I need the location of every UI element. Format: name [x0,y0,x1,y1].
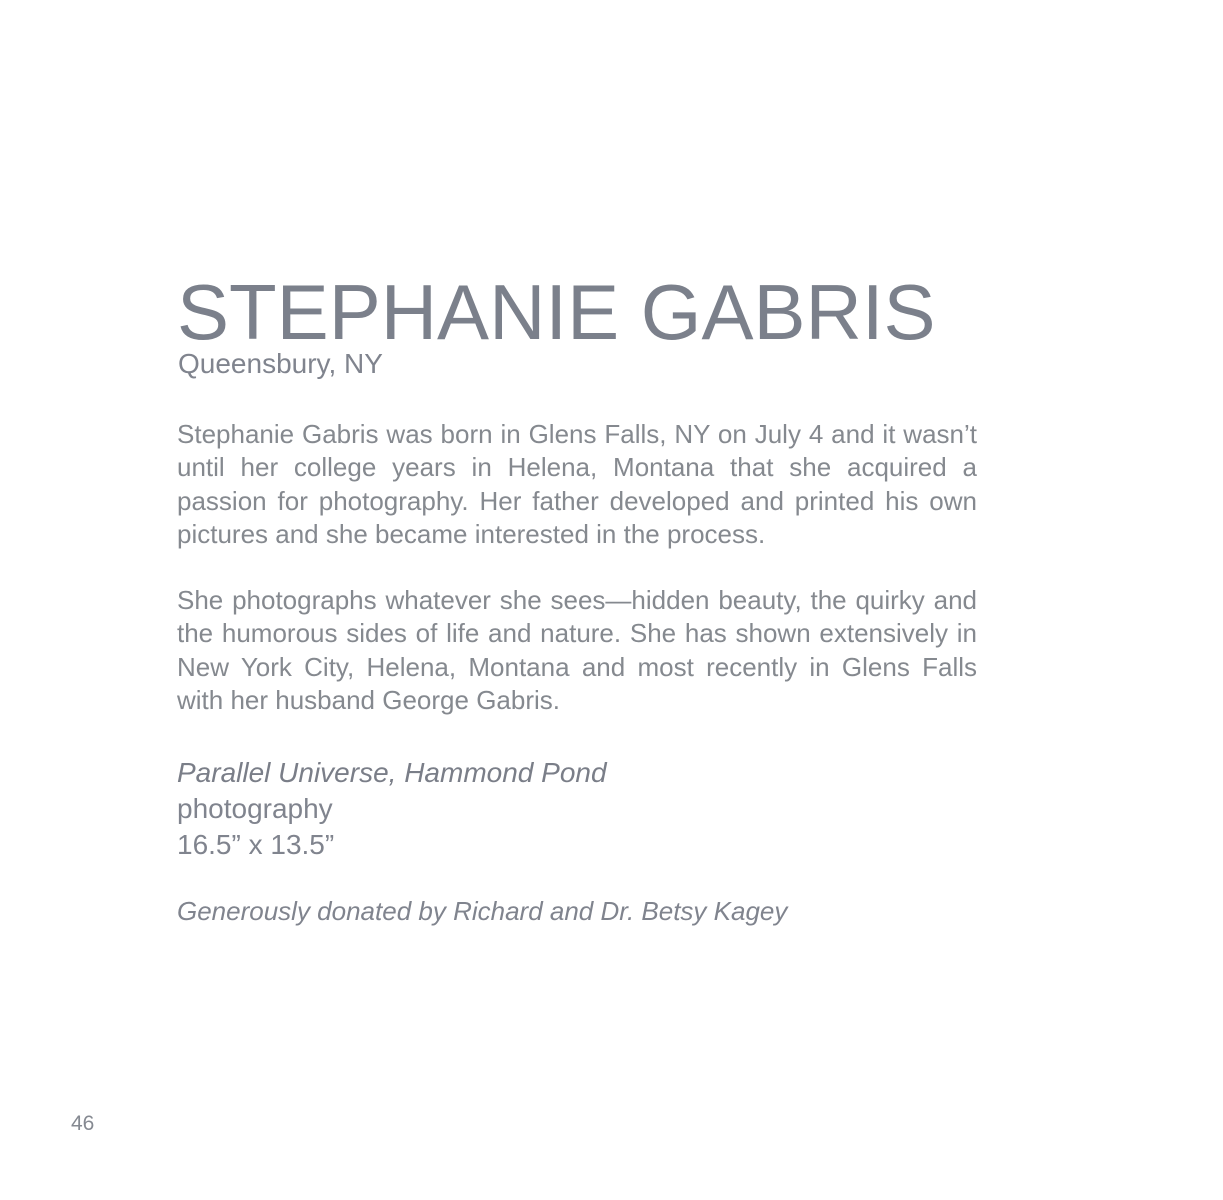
bio-paragraph-1: Stephanie Gabris was born in Glens Falls, NY on July 4 and it wasn’t until her college years in Helena, Montana that she acquired a passion for photography. Her father developed and printed his own pictures and she became interested in the process. [177,419,977,549]
artwork-title: Parallel Universe, Hammond Pond [177,757,607,789]
donation-credit: Generously donated by Richard and Dr. Betsy Kagey [177,896,788,927]
artist-entry [177,270,977,927]
artist-location: Queensbury, NY [178,348,383,379]
bio-paragraph-2: She photographs whatever she sees—hidden beauty, the quirky and the humorous sides of life and nature. She has shown extensively in New York City, Helena, Montana and most recently in Glens Falls with her husband George Gabris. [177,585,977,716]
artwork-dimensions: 16.5” x 13.5” [177,829,335,861]
page-number: 46 [71,1112,95,1135]
artwork-medium: photography [177,793,333,825]
artist-name: STEPHANIE GABRIS [177,268,936,356]
